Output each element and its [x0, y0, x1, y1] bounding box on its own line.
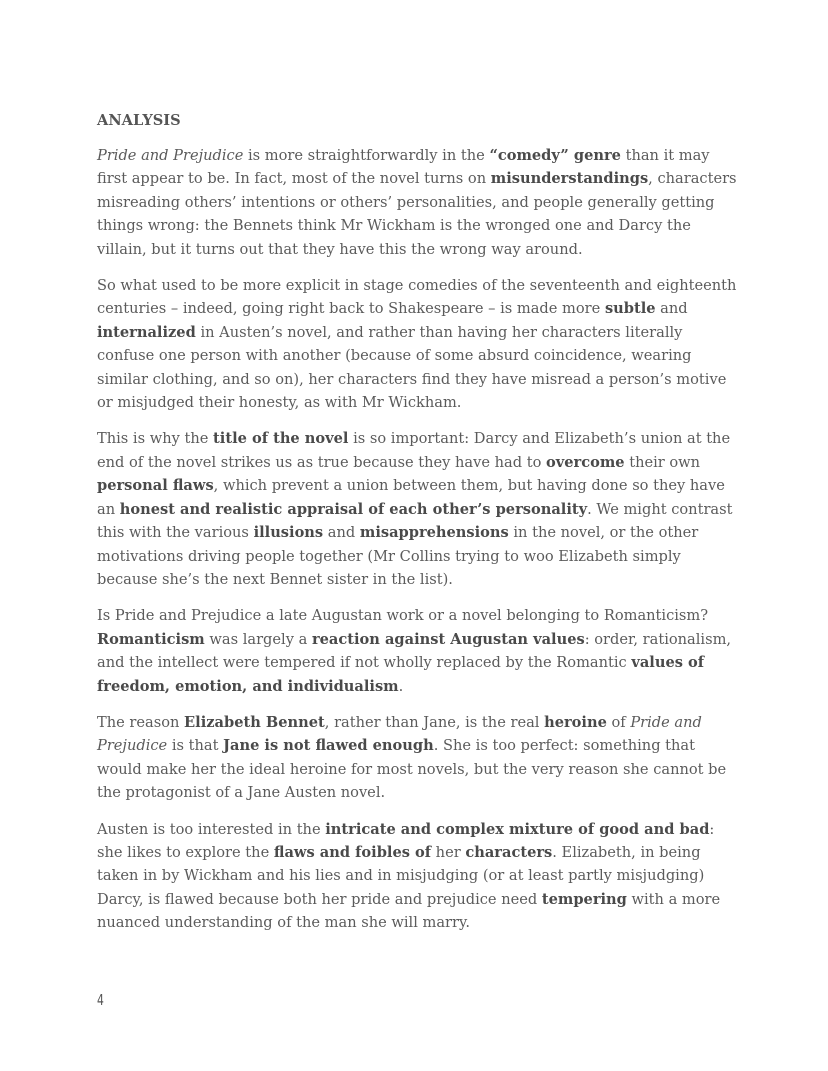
bold-text: subtle	[604, 300, 656, 318]
bold-text: tempering	[541, 890, 627, 908]
bold-text: Jane is not flawed enough	[223, 737, 434, 755]
bold-text: Elizabeth Bennet	[184, 713, 325, 731]
section-heading: ANALYSIS	[97, 112, 181, 129]
bold-text: Romanticism	[97, 630, 205, 648]
bold-text: misapprehensions	[359, 524, 509, 542]
paragraph-1: Pride and Prejudice is more straightforwardly in the “comedy” genre than it may first appear to be. In fact, most of the novel turns on misunderstandings, characters misreading others’ intentions or others’ personalities, and people generally getting things wrong: the Bennets think Mr Wickham is the wronged one and Darcy the villain, but it turns out that they have this the wrong way around.	[97, 147, 737, 258]
bold-text: misunderstandings	[490, 170, 649, 188]
bold-text: personal flaws	[97, 477, 214, 495]
italic-text: Pride and Prejudice	[97, 713, 702, 755]
bold-text: values of freedom, emotion, and individualism	[97, 654, 705, 695]
bold-text: characters	[465, 843, 553, 861]
paragraph-5: The reason Elizabeth Bennet, rather than Jane, is the real heroine of Pride and Prejudice is that Jane is not flawed enough. She is too perfect: something that would make her the ideal heroine for most novels, but the very reason she cannot be the protagonist of a Jane Austen novel.	[97, 713, 727, 802]
bold-text: heroine	[544, 713, 607, 731]
bold-text: internalized	[97, 323, 196, 341]
bold-text: reaction against Augustan values	[311, 630, 585, 648]
bold-text: flaws and foibles of	[273, 843, 432, 861]
bold-text: overcome	[546, 453, 625, 471]
bold-text: honest and realistic appraisal of each other’s personality	[119, 500, 588, 518]
bold-text: “comedy” genre	[489, 147, 621, 164]
paragraph-2: So what used to be more explicit in stage comedies of the seventeenth and eighteenth centuries – indeed, going right back to Shakespeare – is made more subtle and internalized in Austen’s novel, and rather than having her characters literally confuse one person with another (because of some absurd coincidence, wearing similar clothing, and so on), her characters find they have misread a person’s motive or misjudged their honesty, as with Mr Wickham.	[97, 277, 737, 412]
bold-text: title of the novel	[213, 430, 349, 448]
italic-text: Pride and Prejudice	[97, 147, 244, 164]
bold-text: illusions	[253, 524, 324, 542]
paragraph-6: Austen is too interested in the intricate and complex mixture of good and bad: she likes to explore the flaws and foibles of her characters. Elizabeth, in being taken in by Wickham and his lies and in misjudging (or at least partly misjudging) Darcy, is flawed because both her pride and prejudice need tempering with a more nuanced understanding of the man she will marry.	[97, 820, 721, 932]
bold-text: intricate and complex mixture of good and bad	[325, 820, 710, 838]
page-number: 4	[97, 991, 104, 1009]
paragraph-3: This is why the title of the novel is so important: Darcy and Elizabeth’s union at the end of the novel strikes us as true because they have had to overcome their own personal flaws, which prevent a union between them, but having done so they have an honest and realistic appraisal of each other’s personality. We might contrast this with the various illusions and misapprehensions in the novel, or the other motivations driving people together (Mr Collins trying to woo Elizabeth simply because she’s the next Bennet sister in the list).	[97, 430, 733, 588]
paragraph-4: Is Pride and Prejudice a late Augustan work or a novel belonging to Romanticism? Romanticism was largely a reaction against Augustan values: order, rationalism, and the intellect were tempered if not wholly replaced by the Romantic values of freedom, emotion, and individualism.	[97, 607, 732, 695]
document-body	[97, 109, 737, 948]
